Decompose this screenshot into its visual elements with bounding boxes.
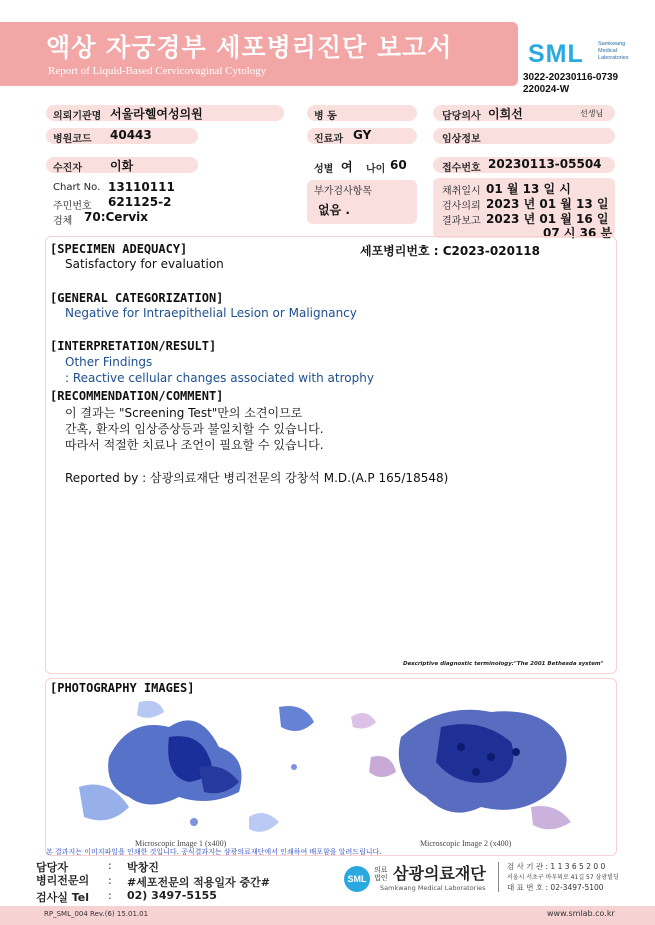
interp-text-1: Other Findings	[65, 355, 153, 369]
report-subtitle: Report of Liquid-Based Cervicovaginal Cytology	[48, 65, 267, 77]
foundation-english: Samkwang Medical Laboratories	[380, 884, 486, 892]
chart-value: 13110111	[108, 180, 175, 194]
report-value: 2023 년 01 월 16 일	[486, 212, 609, 226]
clinical-label: 임상정보	[442, 134, 481, 145]
pathologist-value: #세포전문의 적용일자 중간#	[127, 876, 270, 889]
doctor-value: 이희선	[488, 107, 523, 121]
colon-3: :	[108, 889, 112, 902]
chart-label: Chart No.	[53, 182, 101, 193]
colon-2: :	[108, 874, 112, 887]
request-label: 검사의뢰	[442, 201, 481, 212]
age-label: 나이	[366, 164, 386, 175]
reported-by: Reported by : 삼광의료재단 병리전문의 강창석 M.D.(A.P 165/18548)	[65, 471, 449, 485]
caption-2: Microscopic Image 2 (x400)	[420, 839, 512, 848]
id-value: 621125-2	[108, 195, 172, 209]
footer-bar	[0, 906, 655, 925]
interp-title: [INTERPRETATION/RESULT]	[50, 339, 217, 353]
photo-title: [PHOTOGRAPHY IMAGES]	[50, 681, 195, 695]
cyto-number: 세포병리번호 : C2023-020118	[360, 244, 540, 258]
hospital-code-label: 병원코드	[53, 134, 92, 145]
test-label: 검체	[53, 216, 73, 227]
receipt-label: 접수번호	[442, 163, 481, 174]
age-value: 60	[390, 158, 407, 172]
pathologist-label: 병리전문의	[36, 874, 90, 887]
general-title: [GENERAL CATEGORIZATION]	[50, 291, 224, 305]
foundation-tag: 의료법인	[374, 866, 388, 882]
foundation-name: 삼광의료재단	[393, 864, 486, 883]
terminology-note: Descriptive diagnostic terminology:"The 2001 Bethesda system"	[403, 661, 604, 667]
general-text: Negative for Intraepithelial Lesion or Malignancy	[65, 306, 357, 320]
sex-label: 성별	[314, 164, 334, 175]
colon-1: :	[108, 859, 112, 872]
adequacy-title: [SPECIMEN ADEQUACY]	[50, 242, 188, 256]
rec-line-3: 따라서 적절한 치료나 조언이 필요할 수 있습니다.	[65, 438, 324, 452]
extra-value: 없음 .	[318, 203, 350, 217]
foundation-line-2: 서울시 서초구 바우뫼로 41길 57 삼광빌딩	[507, 874, 619, 881]
rec-line-1: 이 결과는 "Screening Test"만의 소견이므로	[65, 406, 303, 420]
id-label: 주민번호	[53, 201, 92, 212]
request-value: 2023 년 01 월 13 일	[486, 197, 609, 211]
hospital-code-value: 40443	[110, 128, 152, 142]
tel-value: 02) 3497-5155	[127, 889, 217, 902]
tel-label: 검사실 Tel	[36, 891, 89, 904]
sml-logo-sub: Samkwang Medical Laboratories	[598, 41, 629, 61]
adequacy-text: Satisfactory for evaluation	[65, 257, 224, 271]
foundation-line-3: 대 표 번 호 : 02-3497-5100	[507, 883, 604, 892]
report-code-2: 220024-W	[523, 84, 570, 95]
receipt-value: 20230113-05504	[488, 157, 602, 171]
ward-label: 병 동	[314, 111, 337, 122]
requester-value: 서울라헬여성의원	[110, 107, 203, 121]
collect-label: 채취일시	[442, 186, 481, 197]
foundation-divider	[498, 862, 499, 892]
report-time: 07 시 36 분	[543, 226, 613, 240]
requester-label: 의뢰기관명	[53, 111, 102, 122]
collect-value: 01 월 13 일 시	[486, 182, 571, 196]
patient-label: 수진자	[53, 163, 82, 174]
sex-value: 여	[341, 160, 353, 174]
manager-label: 담당자	[36, 861, 68, 874]
print-notice: 본 결과지는 이미지파일을 인쇄한 것입니다. 공식결과지는 삼광의료재단에서 인쇄하여 배포함을 알려드립니다.	[46, 848, 382, 856]
report-banner	[0, 22, 518, 86]
test-value: 70:Cervix	[84, 210, 149, 224]
form-code: RP_SML_004 Rev.(6) 15.01.01	[44, 910, 149, 918]
foundation-logo-icon: SML	[344, 866, 370, 892]
caption-1: Microscopic Image 1 (x400)	[135, 839, 227, 848]
sml-logo-text: SML	[528, 40, 584, 68]
report-title: 액상 자궁경부 세포병리진단 보고서	[46, 33, 453, 62]
manager-value: 박창진	[127, 861, 159, 874]
dept-label: 진료과	[314, 134, 343, 145]
report-label: 결과보고	[442, 216, 481, 227]
doctor-label: 담당의사	[442, 111, 481, 122]
sml-logo	[528, 40, 648, 70]
rec-line-2: 간혹, 환자의 임상증상등과 불일치할 수 있습니다.	[65, 422, 324, 436]
report-code-1: 3022-20230116-0739	[523, 72, 619, 83]
microscopic-image-1	[49, 697, 329, 839]
patient-value: 이화	[110, 159, 134, 173]
website: www.smlab.co.kr	[547, 909, 615, 918]
rec-title: [RECOMMENDATION/COMMENT]	[50, 389, 224, 403]
interp-text-2: : Reactive cellular changes associated with atrophy	[65, 371, 374, 385]
extra-label: 부가검사항목	[314, 186, 372, 197]
doctor-suffix: 선생님	[580, 109, 604, 118]
foundation-line-1: 검 사 기 관 : 1 1 3 6 5 2 0 0	[507, 862, 606, 871]
dept-value: GY	[353, 128, 372, 142]
microscopic-image-2	[331, 697, 594, 839]
